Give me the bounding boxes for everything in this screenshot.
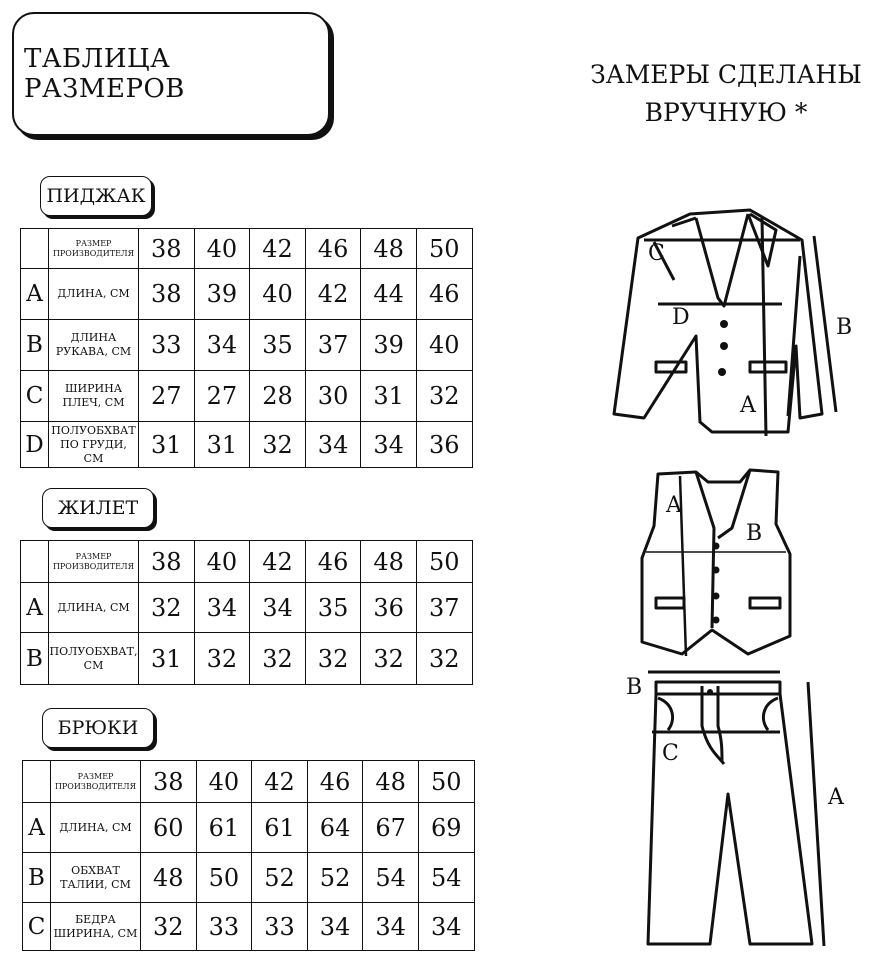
row-letter: B [23,853,51,903]
jacket-label-a: A [740,393,756,418]
table-header-row [21,541,473,583]
value-cell: 34 [305,422,361,468]
jacket-label-c: C [648,241,665,266]
row-letter: A [21,269,49,320]
vest-outline [642,470,790,654]
row-letter: D [21,422,49,468]
jacket-size-table [20,228,473,468]
corner-cell [21,541,49,583]
value-cell: 34 [418,903,474,951]
trousers-label-b: B [626,675,643,700]
size-cell: 38 [141,761,197,803]
trousers-section-label: БРЮКИ [42,708,154,748]
trousers-size-table [22,760,475,951]
table-row [21,320,473,371]
header-label: РАЗМЕР ПРОИЗВОДИТЕЛЯ [51,761,141,803]
size-cell: 50 [416,541,472,583]
trousers-button [707,689,713,695]
value-cell: 67 [363,803,419,853]
vest-size-table [20,540,473,685]
row-description: БЕДРА ШИРИНА, СМ [51,903,141,951]
trousers-measure-lines [648,672,824,946]
value-cell: 34 [250,583,306,633]
corner-cell [23,761,51,803]
row-description: ШИРИНА ПЛЕЧ, СМ [49,371,139,422]
value-cell: 64 [307,803,363,853]
row-description: ДЛИНА, СМ [49,269,139,320]
value-cell: 50 [196,853,252,903]
jacket-label-b: B [836,315,853,340]
size-cell: 48 [363,761,419,803]
value-cell: 33 [139,320,195,371]
size-cell: 40 [194,229,250,269]
row-letter: A [23,803,51,853]
value-cell: 31 [194,422,250,468]
jacket-section-label: ПИДЖАК [40,176,152,216]
size-cell: 46 [307,761,363,803]
value-cell: 32 [416,371,472,422]
value-cell: 32 [305,633,361,685]
table-row [21,422,473,468]
value-cell: 33 [196,903,252,951]
header-label: РАЗМЕР ПРОИЗВОДИТЕЛЯ [49,229,139,269]
value-cell: 31 [361,371,417,422]
row-letter: A [21,583,49,633]
size-cell: 50 [418,761,474,803]
row-description: ПОЛУОБХВАТ, СМ [49,633,139,685]
size-cell: 42 [250,229,306,269]
size-cell: 46 [305,229,361,269]
table-row [23,803,475,853]
row-letter: C [23,903,51,951]
vest-label-a: A [666,493,682,518]
row-letter: B [21,320,49,371]
value-cell: 34 [363,903,419,951]
table-row [23,903,475,951]
row-letter: B [21,633,49,685]
value-cell: 35 [250,320,306,371]
note-line-1: ЗАМЕРЫ СДЕЛАНЫ [590,60,862,89]
value-cell: 39 [361,320,417,371]
row-description: ПОЛУОБХВАТ ПО ГРУДИ, СМ [49,422,139,468]
value-cell: 48 [141,853,197,903]
value-cell: 31 [139,422,195,468]
value-cell: 32 [416,633,472,685]
row-description: ДЛИНА РУКАВА, СМ [49,320,139,371]
value-cell: 32 [361,633,417,685]
size-cell: 46 [305,541,361,583]
row-letter: C [21,371,49,422]
value-cell: 35 [305,583,361,633]
value-cell: 44 [361,269,417,320]
value-cell: 38 [139,269,195,320]
value-cell: 61 [196,803,252,853]
value-cell: 28 [250,371,306,422]
vest-label-b: B [746,521,763,546]
value-cell: 36 [416,422,472,468]
jacket-buttons [718,320,728,376]
value-cell: 34 [194,320,250,371]
value-cell: 42 [305,269,361,320]
value-cell: 54 [418,853,474,903]
jacket-outline [614,210,822,432]
trousers-label-c: C [662,741,679,766]
value-cell: 32 [139,583,195,633]
size-cell: 50 [416,229,472,269]
value-cell: 54 [363,853,419,903]
value-cell: 34 [361,422,417,468]
value-cell: 33 [252,903,308,951]
jacket-label-d: D [672,305,690,330]
value-cell: 27 [194,371,250,422]
measurement-note [584,56,868,132]
size-cell: 40 [196,761,252,803]
note-line-2: ВРУЧНУЮ * [644,98,808,127]
value-cell: 69 [418,803,474,853]
value-cell: 34 [307,903,363,951]
value-cell: 30 [305,371,361,422]
table-row [21,583,473,633]
vest-diagram [636,462,806,662]
value-cell: 36 [361,583,417,633]
size-cell: 42 [252,761,308,803]
value-cell: 32 [141,903,197,951]
value-cell: 52 [307,853,363,903]
value-cell: 32 [194,633,250,685]
trousers-outline [648,682,812,944]
value-cell: 52 [252,853,308,903]
table-row [21,371,473,422]
value-cell: 39 [194,269,250,320]
vest-section-label: ЖИЛЕТ [42,488,154,528]
value-cell: 46 [416,269,472,320]
value-cell: 37 [416,583,472,633]
table-row [21,269,473,320]
row-description: ОБХВАТ ТАЛИИ, СМ [51,853,141,903]
value-cell: 27 [139,371,195,422]
value-cell: 37 [305,320,361,371]
table-row [21,633,473,685]
table-header-row [21,229,473,269]
value-cell: 60 [141,803,197,853]
table-row [23,853,475,903]
corner-cell [21,229,49,269]
size-cell: 48 [361,541,417,583]
value-cell: 34 [194,583,250,633]
value-cell: 32 [250,633,306,685]
size-cell: 42 [250,541,306,583]
value-cell: 31 [139,633,195,685]
row-description: ДЛИНА, СМ [51,803,141,853]
size-cell: 40 [194,541,250,583]
size-cell: 48 [361,229,417,269]
page-title: ТАБЛИЦА РАЗМЕРОВ [12,12,330,136]
size-cell: 38 [139,541,195,583]
value-cell: 40 [416,320,472,371]
jacket-diagram [600,196,860,446]
value-cell: 32 [250,422,306,468]
value-cell: 61 [252,803,308,853]
row-description: ДЛИНА, СМ [49,583,139,633]
size-cell: 38 [139,229,195,269]
table-header-row [23,761,475,803]
trousers-label-a: A [828,785,844,810]
value-cell: 40 [250,269,306,320]
trousers-diagram [622,664,858,964]
header-label: РАЗМЕР ПРОИЗВОДИТЕЛЯ [49,541,139,583]
